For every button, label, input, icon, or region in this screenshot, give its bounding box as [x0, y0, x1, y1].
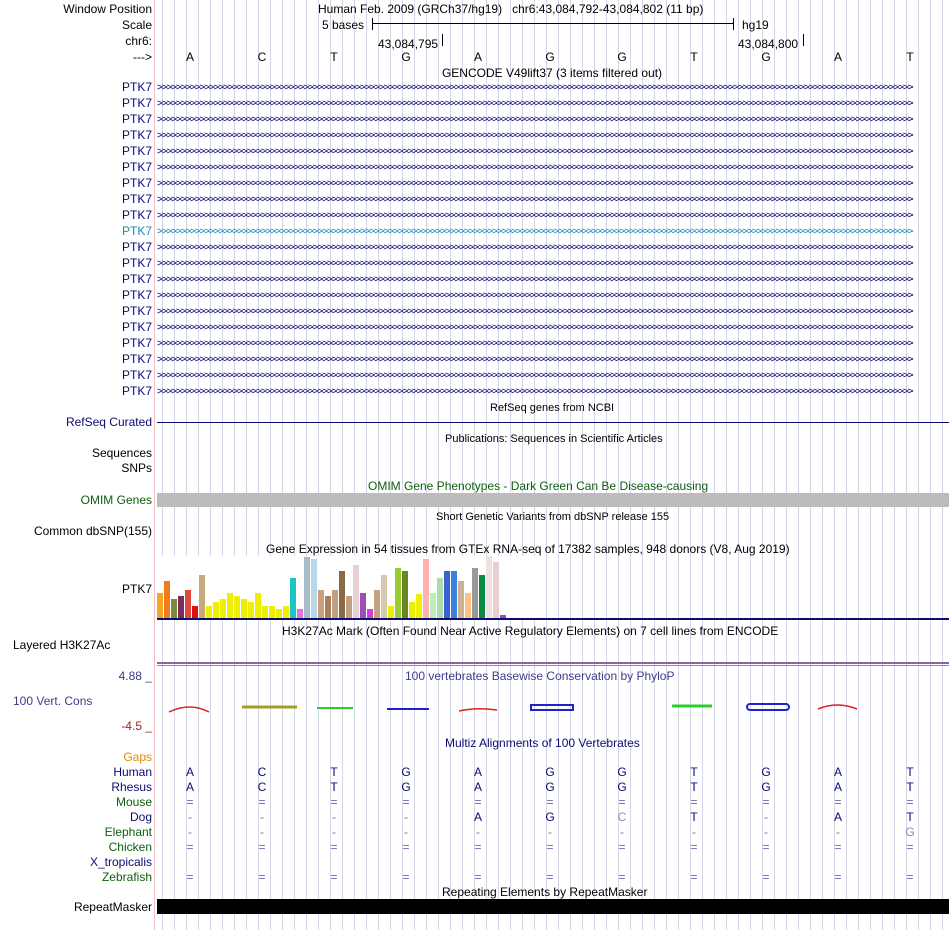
gencode-gene-label[interactable]: PTK7 — [121, 112, 152, 126]
gencode-gene-feature[interactable]: >>>>>>>>>>>>>>>>>>>>>>>>>>>>>>>>>>>>>>>>>>>>>>>>>>>>>>>>>>>>>>>>>>>>>>>>>>>>>>>>>>>>>>>>>>>>>>>>>>>>>>>>>>>>>>>>>>>>>>>>>>>>>>>>>>>>>>>>>>>>>>>>>>>>>>>>>>>>>>>> — [157, 323, 913, 332]
multiz-base: = — [834, 840, 842, 854]
gtex-tissue-bar[interactable] — [395, 568, 401, 618]
multiz-base: = — [474, 795, 482, 809]
multiz-species-label[interactable]: Mouse — [115, 795, 152, 809]
gtex-label[interactable]: PTK7 — [121, 582, 152, 596]
multiz-base: T — [906, 765, 914, 779]
gtex-tissue-bar[interactable] — [199, 575, 205, 618]
multiz-base: = — [690, 840, 698, 854]
h3k27ac-label[interactable]: Layered H3K27Ac — [13, 638, 111, 652]
scale-bar — [372, 23, 734, 24]
multiz-gaps-label[interactable]: Gaps — [123, 750, 152, 764]
gtex-tissue-bar[interactable] — [262, 606, 268, 618]
phylop-mark-G3 — [747, 704, 789, 710]
repeatmasker-track-title: Repeating Elements by RepeatMasker — [442, 885, 648, 899]
gencode-gene-feature[interactable]: >>>>>>>>>>>>>>>>>>>>>>>>>>>>>>>>>>>>>>>>>>>>>>>>>>>>>>>>>>>>>>>>>>>>>>>>>>>>>>>>>>>>>>>>>>>>>>>>>>>>>>>>>>>>>>>>>>>>>>>>>>>>>>>>>>>>>>>>>>>>>>>>>>>>>>>>>>>>>>>> — [157, 99, 913, 108]
phylop-mark-A2 — [459, 709, 497, 711]
sidebar-divider — [154, 0, 155, 930]
gtex-tissue-bar[interactable] — [444, 571, 450, 618]
gencode-gene-feature[interactable]: >>>>>>>>>>>>>>>>>>>>>>>>>>>>>>>>>>>>>>>>>>>>>>>>>>>>>>>>>>>>>>>>>>>>>>>>>>>>>>>>>>>>>>>>>>>>>>>>>>>>>>>>>>>>>>>>>>>>>>>>>>>>>>>>>>>>>>>>>>>>>>>>>>>>>>>>>>>>>>>> — [157, 147, 913, 156]
gencode-gene-label[interactable]: PTK7 — [121, 256, 152, 270]
phylop-mark-A3 — [818, 705, 857, 709]
gtex-tissue-bar[interactable] — [423, 559, 429, 618]
gtex-tissue-bar[interactable] — [402, 571, 408, 618]
base-letter: A — [833, 50, 842, 64]
gtex-tissue-bar[interactable] — [381, 575, 387, 618]
multiz-base: - — [764, 825, 768, 839]
multiz-base: G — [401, 765, 411, 779]
multiz-base: G — [545, 765, 555, 779]
multiz-base: A — [185, 765, 194, 779]
refseq-gene-line[interactable] — [157, 422, 949, 423]
refseq-track-title: RefSeq genes from NCBI — [490, 402, 615, 414]
multiz-base: C — [617, 810, 627, 824]
gencode-gene-feature[interactable]: >>>>>>>>>>>>>>>>>>>>>>>>>>>>>>>>>>>>>>>>>>>>>>>>>>>>>>>>>>>>>>>>>>>>>>>>>>>>>>>>>>>>>>>>>>>>>>>>>>>>>>>>>>>>>>>>>>>>>>>>>>>>>>>>>>>>>>>>>>>>>>>>>>>>>>>>>>>>>>>> — [157, 83, 913, 92]
gtex-tissue-bar[interactable] — [486, 556, 492, 618]
multiz-base: T — [906, 780, 914, 794]
multiz-base: G — [401, 780, 411, 794]
gencode-gene-label[interactable]: PTK7 — [121, 224, 152, 238]
multiz-base: = — [186, 870, 194, 884]
gtex-tissue-bar[interactable] — [290, 578, 296, 618]
coord-right-tick — [803, 34, 804, 46]
multiz-base: = — [402, 870, 410, 884]
coord-left: 43,084,795 — [378, 37, 439, 51]
multiz-base: - — [836, 825, 840, 839]
multiz-base: = — [618, 795, 626, 809]
gencode-gene-label[interactable]: PTK7 — [121, 288, 152, 302]
gencode-gene-feature[interactable]: >>>>>>>>>>>>>>>>>>>>>>>>>>>>>>>>>>>>>>>>>>>>>>>>>>>>>>>>>>>>>>>>>>>>>>>>>>>>>>>>>>>>>>>>>>>>>>>>>>>>>>>>>>>>>>>>>>>>>>>>>>>>>>>>>>>>>>>>>>>>>>>>>>>>>>>>>>>>>>>> — [157, 179, 913, 188]
gencode-gene-feature[interactable]: >>>>>>>>>>>>>>>>>>>>>>>>>>>>>>>>>>>>>>>>>>>>>>>>>>>>>>>>>>>>>>>>>>>>>>>>>>>>>>>>>>>>>>>>>>>>>>>>>>>>>>>>>>>>>>>>>>>>>>>>>>>>>>>>>>>>>>>>>>>>>>>>>>>>>>>>>>>>>>>> — [157, 291, 913, 300]
base-letter: A — [473, 50, 482, 64]
multiz-base: = — [834, 795, 842, 809]
gtex-tissue-bar[interactable] — [472, 568, 478, 618]
window-position-label: Window Position — [63, 2, 152, 16]
gtex-track-title: Gene Expression in 54 tissues from GTEx RNA-seq of 17382 samples, 948 donors (V8, Aug 2019) — [266, 542, 790, 556]
multiz-base: = — [618, 870, 626, 884]
conservation-track-title: 100 vertebrates Basewise Conservation by PhyloP — [405, 669, 675, 683]
multiz-base: = — [618, 840, 626, 854]
coord-right: 43,084,800 — [738, 37, 799, 51]
omim-label[interactable]: OMIM Genes — [80, 493, 152, 507]
omim-track-title: OMIM Gene Phenotypes - Dark Green Can Be Disease-causing — [368, 479, 709, 493]
multiz-base: = — [330, 795, 338, 809]
gtex-tissue-bar[interactable] — [374, 590, 380, 618]
gencode-gene-label[interactable]: PTK7 — [121, 128, 152, 142]
multiz-base: = — [186, 840, 194, 854]
gencode-gene-label[interactable]: PTK7 — [121, 80, 152, 94]
gtex-tissue-bar[interactable] — [325, 596, 331, 618]
coord-left-tick — [442, 34, 443, 46]
gencode-gene-feature[interactable]: >>>>>>>>>>>>>>>>>>>>>>>>>>>>>>>>>>>>>>>>>>>>>>>>>>>>>>>>>>>>>>>>>>>>>>>>>>>>>>>>>>>>>>>>>>>>>>>>>>>>>>>>>>>>>>>>>>>>>>>>>>>>>>>>>>>>>>>>>>>>>>>>>>>>>>>>>>>>>>>> — [157, 371, 913, 380]
publications-label-sequences[interactable]: Sequences — [91, 446, 152, 460]
gencode-gene-label[interactable]: PTK7 — [121, 240, 152, 254]
multiz-base: A — [833, 780, 842, 794]
multiz-base: - — [260, 825, 264, 839]
multiz-base: - — [404, 810, 408, 824]
multiz-base: C — [257, 780, 267, 794]
multiz-base: = — [258, 795, 266, 809]
gtex-tissue-bar[interactable] — [227, 593, 233, 618]
multiz-base: C — [257, 765, 267, 779]
conservation-plot[interactable] — [157, 698, 949, 718]
multiz-base: G — [905, 825, 915, 839]
publications-track-title: Publications: Sequences in Scientific Articles — [445, 433, 663, 445]
gencode-gene-feature[interactable]: >>>>>>>>>>>>>>>>>>>>>>>>>>>>>>>>>>>>>>>>>>>>>>>>>>>>>>>>>>>>>>>>>>>>>>>>>>>>>>>>>>>>>>>>>>>>>>>>>>>>>>>>>>>>>>>>>>>>>>>>>>>>>>>>>>>>>>>>>>>>>>>>>>>>>>>>>>>>>>>> — [157, 243, 913, 252]
base-letter: T — [906, 50, 914, 64]
base-letter: C — [257, 50, 267, 64]
gencode-gene-label[interactable]: PTK7 — [121, 304, 152, 318]
base-letter: T — [690, 50, 698, 64]
gtex-tissue-bar[interactable] — [283, 606, 289, 618]
conservation-label[interactable]: 100 Vert. Cons — [13, 694, 93, 708]
gtex-tissue-bar[interactable] — [255, 593, 261, 618]
gtex-tissue-bar[interactable] — [360, 593, 366, 618]
base-letter: A — [185, 50, 194, 64]
gtex-tissue-bar[interactable] — [206, 606, 212, 618]
gencode-gene-feature[interactable]: >>>>>>>>>>>>>>>>>>>>>>>>>>>>>>>>>>>>>>>>>>>>>>>>>>>>>>>>>>>>>>>>>>>>>>>>>>>>>>>>>>>>>>>>>>>>>>>>>>>>>>>>>>>>>>>>>>>>>>>>>>>>>>>>>>>>>>>>>>>>>>>>>>>>>>>>>>>>>>>> — [157, 115, 913, 124]
gencode-gene-feature[interactable]: >>>>>>>>>>>>>>>>>>>>>>>>>>>>>>>>>>>>>>>>>>>>>>>>>>>>>>>>>>>>>>>>>>>>>>>>>>>>>>>>>>>>>>>>>>>>>>>>>>>>>>>>>>>>>>>>>>>>>>>>>>>>>>>>>>>>>>>>>>>>>>>>>>>>>>>>>>>>>>>> — [157, 387, 913, 396]
gtex-expression-chart[interactable] — [157, 556, 537, 618]
gtex-tissue-bar[interactable] — [311, 559, 317, 618]
gencode-gene-label[interactable]: PTK7 — [121, 176, 152, 190]
scale-label: Scale — [121, 18, 152, 32]
gencode-gene-feature[interactable]: >>>>>>>>>>>>>>>>>>>>>>>>>>>>>>>>>>>>>>>>>>>>>>>>>>>>>>>>>>>>>>>>>>>>>>>>>>>>>>>>>>>>>>>>>>>>>>>>>>>>>>>>>>>>>>>>>>>>>>>>>>>>>>>>>>>>>>>>>>>>>>>>>>>>>>>>>>>>>>>> — [157, 195, 913, 204]
multiz-base: A — [473, 810, 482, 824]
refseq-label[interactable]: RefSeq Curated — [65, 415, 152, 429]
chrom-label: chr6: — [125, 34, 152, 48]
multiz-base: = — [906, 795, 914, 809]
gencode-gene-label[interactable]: PTK7 — [121, 320, 152, 334]
gtex-tissue-bar[interactable] — [157, 593, 163, 618]
multiz-base: G — [545, 780, 555, 794]
multiz-base: A — [185, 780, 194, 794]
phylop-mark-A — [169, 707, 209, 712]
h3k27ac-baseline — [157, 665, 949, 666]
multiz-base: - — [404, 825, 408, 839]
base-letter: G — [545, 50, 555, 64]
base-letter: G — [761, 50, 771, 64]
gencode-gene-feature[interactable]: >>>>>>>>>>>>>>>>>>>>>>>>>>>>>>>>>>>>>>>>>>>>>>>>>>>>>>>>>>>>>>>>>>>>>>>>>>>>>>>>>>>>>>>>>>>>>>>>>>>>>>>>>>>>>>>>>>>>>>>>>>>>>>>>>>>>>>>>>>>>>>>>>>>>>>>>>>>>>>>> — [157, 355, 913, 364]
gtex-tissue-bar[interactable] — [430, 593, 436, 618]
multiz-species-label[interactable]: Rhesus — [111, 780, 152, 794]
gencode-gene-label[interactable]: PTK7 — [121, 96, 152, 110]
multiz-base: - — [332, 825, 336, 839]
gtex-tissue-bar[interactable] — [220, 599, 226, 618]
gtex-tissue-bar[interactable] — [185, 590, 191, 618]
gtex-tissue-bar[interactable] — [318, 590, 324, 618]
publications-label-snps[interactable]: SNPs — [121, 461, 152, 475]
gtex-tissue-bar[interactable] — [409, 602, 415, 618]
dbsnp-label[interactable]: Common dbSNP(155) — [33, 524, 152, 538]
gencode-gene-label[interactable]: PTK7 — [121, 144, 152, 158]
multiz-species-label[interactable]: Chicken — [108, 840, 152, 854]
gtex-tissue-bar[interactable] — [437, 578, 443, 618]
multiz-base: G — [545, 810, 555, 824]
multiz-base: = — [690, 870, 698, 884]
multiz-species-label[interactable]: X_tropicalis — [89, 855, 152, 869]
multiz-base: = — [690, 795, 698, 809]
gtex-tissue-bar[interactable] — [479, 575, 485, 618]
multiz-base: - — [692, 825, 696, 839]
multiz-species-label[interactable]: Elephant — [104, 825, 152, 839]
multiz-base: G — [761, 780, 771, 794]
multiz-base: = — [762, 795, 770, 809]
multiz-base: T — [330, 765, 338, 779]
gencode-gene-feature[interactable]: >>>>>>>>>>>>>>>>>>>>>>>>>>>>>>>>>>>>>>>>>>>>>>>>>>>>>>>>>>>>>>>>>>>>>>>>>>>>>>>>>>>>>>>>>>>>>>>>>>>>>>>>>>>>>>>>>>>>>>>>>>>>>>>>>>>>>>>>>>>>>>>>>>>>>>>>>>>>>>>> — [157, 227, 913, 236]
h3k27ac-track-title: H3K27Ac Mark (Often Found Near Active Regulatory Elements) on 7 cell lines from ENCODE — [282, 624, 779, 638]
multiz-base: = — [834, 870, 842, 884]
gtex-tissue-bar[interactable] — [241, 599, 247, 618]
gencode-gene-label[interactable]: PTK7 — [121, 208, 152, 222]
gtex-tissue-bar[interactable] — [346, 596, 352, 618]
scale-bar-right-tick — [733, 18, 734, 30]
gencode-track-title: GENCODE V49lift37 (3 items filtered out) — [441, 66, 663, 80]
dbsnp-track-title: Short Genetic Variants from dbSNP release 155 — [436, 511, 670, 523]
gtex-tissue-bar[interactable] — [353, 565, 359, 618]
multiz-species-label[interactable]: Zebrafish — [101, 870, 152, 884]
gtex-tissue-bar[interactable] — [339, 571, 345, 618]
multiz-base: = — [762, 870, 770, 884]
gencode-gene-label[interactable]: PTK7 — [121, 384, 152, 398]
multiz-base: - — [332, 810, 336, 824]
multiz-base: A — [473, 765, 482, 779]
multiz-base: = — [330, 870, 338, 884]
gencode-gene-feature[interactable]: >>>>>>>>>>>>>>>>>>>>>>>>>>>>>>>>>>>>>>>>>>>>>>>>>>>>>>>>>>>>>>>>>>>>>>>>>>>>>>>>>>>>>>>>>>>>>>>>>>>>>>>>>>>>>>>>>>>>>>>>>>>>>>>>>>>>>>>>>>>>>>>>>>>>>>>>>>>>>>>> — [157, 211, 913, 220]
gtex-tissue-bar[interactable] — [458, 581, 464, 618]
gencode-gene-label[interactable]: PTK7 — [121, 160, 152, 174]
multiz-base: = — [330, 840, 338, 854]
base-letter: T — [330, 50, 338, 64]
repeatmasker-label[interactable]: RepeatMasker — [73, 900, 152, 914]
gtex-tissue-bar[interactable] — [171, 599, 177, 618]
multiz-base: = — [258, 870, 266, 884]
multiz-base: A — [473, 780, 482, 794]
gtex-tissue-bar[interactable] — [297, 609, 303, 618]
gtex-tissue-bar[interactable] — [367, 609, 373, 618]
multiz-base: = — [762, 840, 770, 854]
strand-label: ---> — [133, 50, 152, 64]
repeatmasker-bar[interactable] — [157, 899, 949, 914]
multiz-base: - — [764, 810, 768, 824]
base-letter: G — [617, 50, 627, 64]
gtex-tissue-bar[interactable] — [332, 590, 338, 618]
gtex-tissue-bar[interactable] — [416, 594, 422, 618]
gtex-tissue-bar[interactable] — [276, 609, 282, 618]
gencode-gene-feature[interactable]: >>>>>>>>>>>>>>>>>>>>>>>>>>>>>>>>>>>>>>>>>>>>>>>>>>>>>>>>>>>>>>>>>>>>>>>>>>>>>>>>>>>>>>>>>>>>>>>>>>>>>>>>>>>>>>>>>>>>>>>>>>>>>>>>>>>>>>>>>>>>>>>>>>>>>>>>>>>>>>>> — [157, 259, 913, 268]
multiz-base: = — [474, 840, 482, 854]
gencode-gene-label[interactable]: PTK7 — [121, 352, 152, 366]
scale-bar-left-tick — [372, 18, 373, 30]
multiz-base: = — [258, 840, 266, 854]
phylop-mark-G2 — [531, 705, 573, 710]
multiz-species-label[interactable]: Dog — [129, 810, 152, 824]
multiz-base: T — [330, 780, 338, 794]
multiz-base: A — [833, 810, 842, 824]
gtex-tissue-bar[interactable] — [213, 602, 219, 618]
multiz-base: = — [474, 870, 482, 884]
conservation-ymin: -4.5 _ — [121, 719, 152, 733]
gtex-baseline — [157, 618, 949, 620]
omim-gene-bar[interactable] — [157, 493, 949, 507]
gencode-gene-feature[interactable]: >>>>>>>>>>>>>>>>>>>>>>>>>>>>>>>>>>>>>>>>>>>>>>>>>>>>>>>>>>>>>>>>>>>>>>>>>>>>>>>>>>>>>>>>>>>>>>>>>>>>>>>>>>>>>>>>>>>>>>>>>>>>>>>>>>>>>>>>>>>>>>>>>>>>>>>>>>>>>>>> — [157, 275, 913, 284]
assembly-label: hg19 — [742, 18, 769, 32]
multiz-base: = — [546, 870, 554, 884]
multiz-species-label[interactable]: Human — [113, 765, 152, 779]
multiz-base: T — [690, 780, 698, 794]
multiz-base: = — [402, 795, 410, 809]
multiz-base: A — [833, 765, 842, 779]
multiz-base: = — [186, 795, 194, 809]
gtex-tissue-bar[interactable] — [493, 562, 499, 618]
gencode-gene-label[interactable]: PTK7 — [121, 368, 152, 382]
gencode-gene-feature[interactable]: >>>>>>>>>>>>>>>>>>>>>>>>>>>>>>>>>>>>>>>>>>>>>>>>>>>>>>>>>>>>>>>>>>>>>>>>>>>>>>>>>>>>>>>>>>>>>>>>>>>>>>>>>>>>>>>>>>>>>>>>>>>>>>>>>>>>>>>>>>>>>>>>>>>>>>>>>>>>>>>> — [157, 131, 913, 140]
multiz-base: = — [906, 840, 914, 854]
conservation-ymax: 4.88 _ — [118, 669, 152, 683]
gtex-tissue-bar[interactable] — [178, 596, 184, 618]
multiz-base: - — [476, 825, 480, 839]
multiz-base: = — [402, 840, 410, 854]
gencode-gene-feature[interactable]: >>>>>>>>>>>>>>>>>>>>>>>>>>>>>>>>>>>>>>>>>>>>>>>>>>>>>>>>>>>>>>>>>>>>>>>>>>>>>>>>>>>>>>>>>>>>>>>>>>>>>>>>>>>>>>>>>>>>>>>>>>>>>>>>>>>>>>>>>>>>>>>>>>>>>>>>>>>>>>>> — [157, 163, 913, 172]
gtex-tissue-bar[interactable] — [304, 557, 310, 618]
gencode-gene-feature[interactable]: >>>>>>>>>>>>>>>>>>>>>>>>>>>>>>>>>>>>>>>>>>>>>>>>>>>>>>>>>>>>>>>>>>>>>>>>>>>>>>>>>>>>>>>>>>>>>>>>>>>>>>>>>>>>>>>>>>>>>>>>>>>>>>>>>>>>>>>>>>>>>>>>>>>>>>>>>>>>>>>> — [157, 307, 913, 316]
multiz-base: = — [546, 840, 554, 854]
multiz-base: - — [260, 810, 264, 824]
position-text[interactable]: Human Feb. 2009 (GRCh37/hg19) chr6:43,084,792-43,084,802 (11 bp) — [318, 2, 704, 16]
gencode-gene-label[interactable]: PTK7 — [121, 336, 152, 350]
multiz-base: T — [690, 765, 698, 779]
multiz-base: T — [690, 810, 698, 824]
gtex-tissue-bar[interactable] — [192, 606, 198, 618]
gtex-tissue-bar[interactable] — [164, 581, 170, 618]
scale-text: 5 bases — [322, 18, 365, 32]
gtex-tissue-bar[interactable] — [234, 596, 240, 618]
multiz-track-title: Multiz Alignments of 100 Vertebrates — [445, 736, 640, 750]
gtex-tissue-bar[interactable] — [269, 606, 275, 618]
h3k27ac-signal[interactable] — [157, 662, 949, 664]
multiz-base: = — [546, 795, 554, 809]
multiz-base: G — [617, 780, 627, 794]
gtex-tissue-bar[interactable] — [388, 606, 394, 618]
gencode-gene-feature[interactable]: >>>>>>>>>>>>>>>>>>>>>>>>>>>>>>>>>>>>>>>>>>>>>>>>>>>>>>>>>>>>>>>>>>>>>>>>>>>>>>>>>>>>>>>>>>>>>>>>>>>>>>>>>>>>>>>>>>>>>>>>>>>>>>>>>>>>>>>>>>>>>>>>>>>>>>>>>>>>>>>> — [157, 339, 913, 348]
multiz-base: - — [548, 825, 552, 839]
multiz-base: - — [188, 825, 192, 839]
gtex-tissue-bar[interactable] — [451, 571, 457, 618]
multiz-base: = — [906, 870, 914, 884]
multiz-base: - — [188, 810, 192, 824]
gtex-tissue-bar[interactable] — [465, 593, 471, 618]
multiz-base: G — [761, 765, 771, 779]
gencode-gene-label[interactable]: PTK7 — [121, 272, 152, 286]
gtex-tissue-bar[interactable] — [248, 602, 254, 618]
multiz-base: G — [617, 765, 627, 779]
gencode-gene-label[interactable]: PTK7 — [121, 192, 152, 206]
multiz-base: - — [620, 825, 624, 839]
base-letter: G — [401, 50, 411, 64]
multiz-base: T — [906, 810, 914, 824]
